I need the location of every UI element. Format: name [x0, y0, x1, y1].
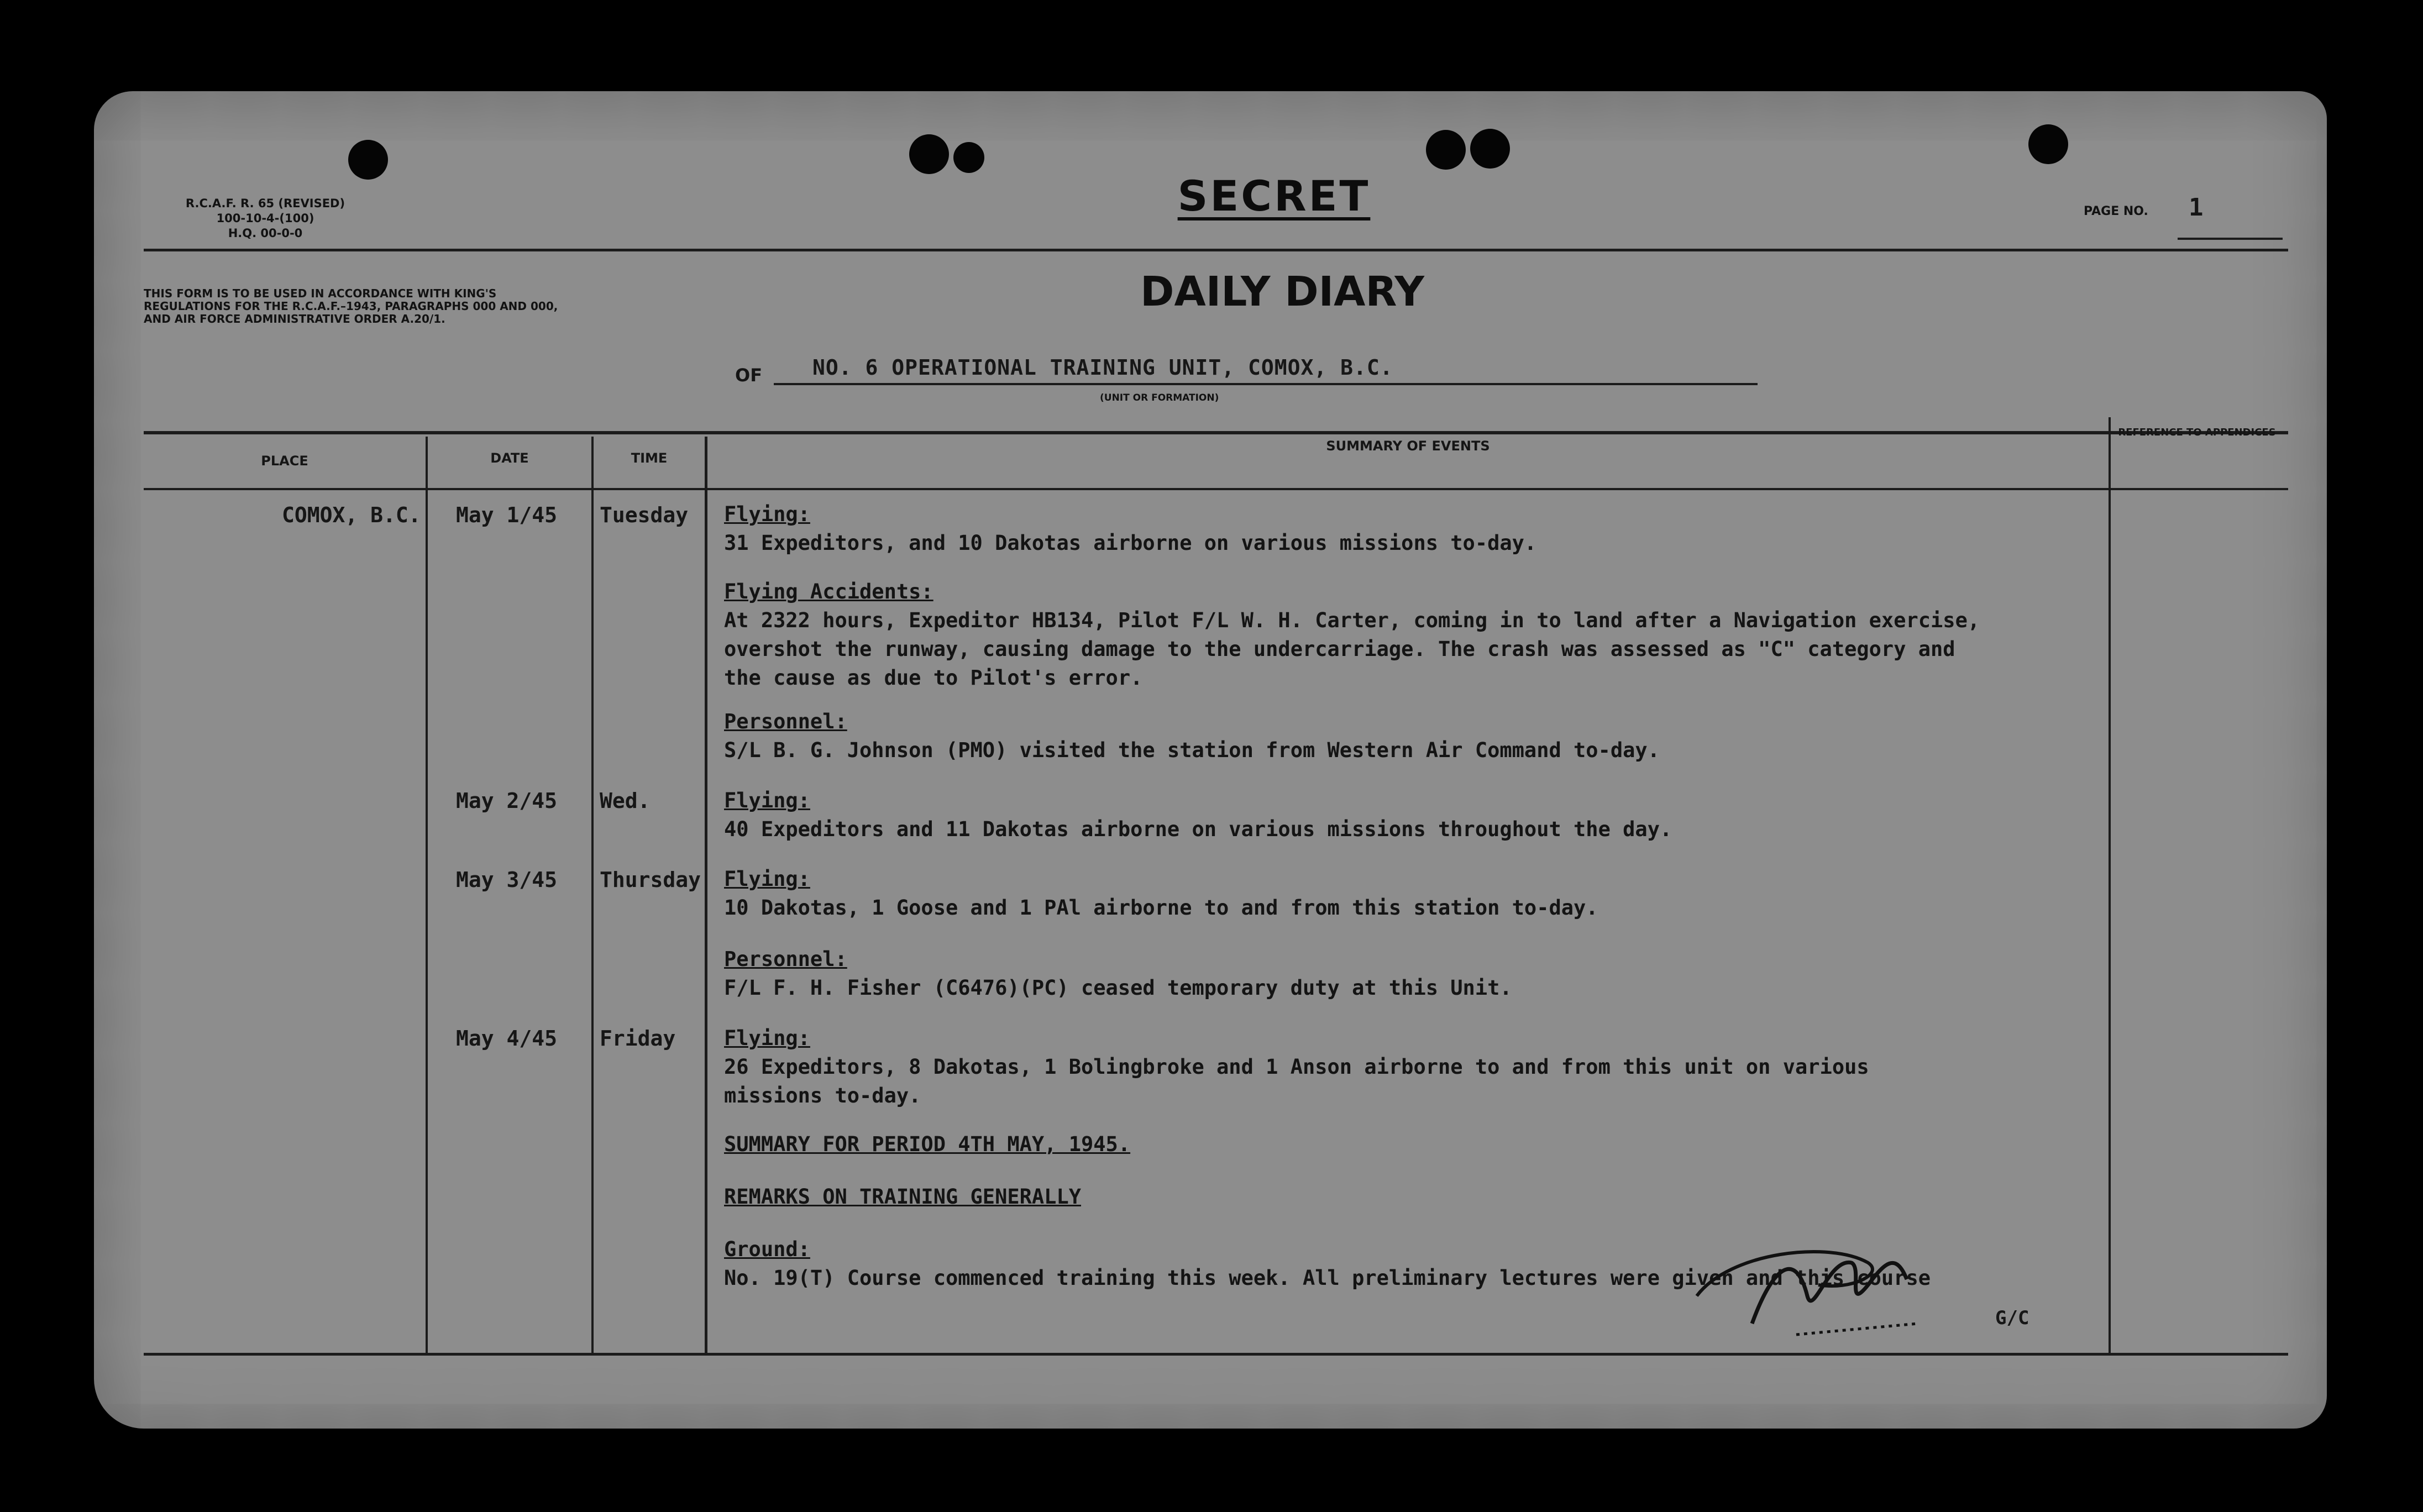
entry-text: At 2322 hours, Expeditor HB134, Pilot F/L W. H. Carter, coming in to land after a Navigation exercise, overshot the runway, causing damage to the undercarriage. The crash was assessed as "C" category and the cause as due to Pilot's error. — [724, 608, 1980, 690]
punch-hole — [348, 140, 388, 180]
time-cell: Wed. — [600, 789, 651, 813]
entry-heading: Personnel: — [724, 710, 847, 733]
column-divider — [426, 437, 428, 1354]
entry-heading: SUMMARY FOR PERIOD 4TH MAY, 1945. — [724, 1132, 1131, 1156]
form-reference-line: R.C.A.F. R. 65 (REVISED) — [185, 197, 345, 210]
entry-heading: REMARKS ON TRAINING GENERALLY — [724, 1185, 1082, 1209]
entry-heading: Flying: — [724, 1026, 810, 1050]
page-title: DAILY DIARY — [1140, 268, 1424, 316]
column-header-date: DATE — [490, 450, 529, 466]
page-number-label: PAGE NO. — [2084, 204, 2148, 218]
column-header-summary: SUMMARY OF EVENTS — [1326, 438, 1490, 454]
unit-name: NO. 6 OPERATIONAL TRAINING UNIT, COMOX, B.C. — [812, 355, 1393, 380]
commanding-officer-signature — [1686, 1230, 1962, 1346]
entry-heading: Ground: — [724, 1237, 810, 1261]
training-remarks-heading — [724, 1183, 2183, 1211]
classification-stamp: SECRET — [1177, 171, 1371, 221]
entry-text: 26 Expeditors, 8 Dakotas, 1 Bolingbroke and 1 Anson airborne to and from this unit on various missions to-day. — [724, 1055, 1869, 1107]
place-cell: COMOX, B.C. — [282, 503, 421, 527]
entry-text: F/L F. H. Fisher (C6476)(PC) ceased temporary duty at this Unit. — [724, 976, 1512, 1000]
punch-hole — [1470, 129, 1510, 169]
entry-heading: Flying Accidents: — [724, 580, 933, 603]
diary-entry — [724, 500, 2183, 558]
diary-entry — [724, 578, 2183, 692]
punch-hole — [1426, 130, 1466, 170]
entry-text: 40 Expeditors and 11 Dakotas airborne on various missions throughout the day. — [724, 817, 1672, 841]
diary-entry — [724, 1024, 2183, 1110]
signature-rank: G/C — [1995, 1307, 2029, 1329]
time-cell: Friday — [600, 1026, 676, 1051]
header-rule — [144, 249, 2288, 251]
column-header-appendices: REFERENCE TO APPENDICES — [2118, 427, 2276, 438]
entry-text: No. 19(T) Course commenced training this week. All preliminary lectures were given and this course — [724, 1266, 1931, 1290]
entry-heading: Flying: — [724, 502, 810, 526]
time-cell: Thursday — [600, 868, 701, 892]
diary-entry — [724, 1235, 2183, 1293]
entry-text: 10 Dakotas, 1 Goose and 1 PAl airborne to and from this station to-day. — [724, 896, 1598, 920]
diary-entry — [724, 786, 2183, 844]
form-reference — [155, 196, 376, 241]
punch-hole — [909, 134, 949, 174]
form-instruction-note: THIS FORM IS TO BE USED IN ACCORDANCE WITH KING'S REGULATIONS FOR THE R.C.A.F.–1943, PARAGRAPHS 000 AND 000, AND AIR FORCE ADMINISTRATIVE ORDER A.20/1. — [144, 287, 558, 326]
column-header-time: TIME — [631, 450, 668, 466]
unit-underline — [774, 383, 1758, 385]
summary-period-heading — [724, 1130, 2183, 1159]
table-bottom-rule — [144, 1353, 2288, 1356]
table-header-rule — [144, 488, 2288, 490]
punch-hole — [953, 142, 984, 173]
date-cell: May 4/45 — [456, 1026, 558, 1051]
page-number-underline — [2178, 238, 2283, 240]
unit-of-label: OF — [735, 365, 763, 386]
diary-entry — [724, 865, 2183, 922]
column-divider — [705, 437, 707, 1354]
entry-heading: Flying: — [724, 867, 810, 891]
table-top-rule — [144, 431, 2288, 434]
entry-heading: Flying: — [724, 789, 810, 812]
form-reference-line: 100-10-4-(100) — [216, 212, 314, 225]
column-divider — [591, 437, 594, 1354]
time-cell: Tuesday — [600, 503, 689, 527]
entry-heading: Personnel: — [724, 947, 847, 971]
diary-entry — [724, 945, 2183, 1002]
diary-entry — [724, 707, 2183, 765]
date-cell: May 3/45 — [456, 868, 558, 892]
entry-text: S/L B. G. Johnson (PMO) visited the station from Western Air Command to-day. — [724, 738, 1660, 762]
entry-text: 31 Expeditors, and 10 Dakotas airborne on various missions to-day. — [724, 531, 1537, 555]
page-number: 1 — [2189, 193, 2204, 222]
date-cell: May 2/45 — [456, 789, 558, 813]
date-cell: May 1/45 — [456, 503, 558, 527]
punch-hole — [2028, 124, 2068, 164]
column-header-place: PLACE — [261, 453, 308, 469]
diary-sheet — [94, 91, 2327, 1429]
form-reference-line: H.Q. 00-0-0 — [228, 227, 303, 240]
unit-caption: (UNIT OR FORMATION) — [1100, 392, 1219, 403]
